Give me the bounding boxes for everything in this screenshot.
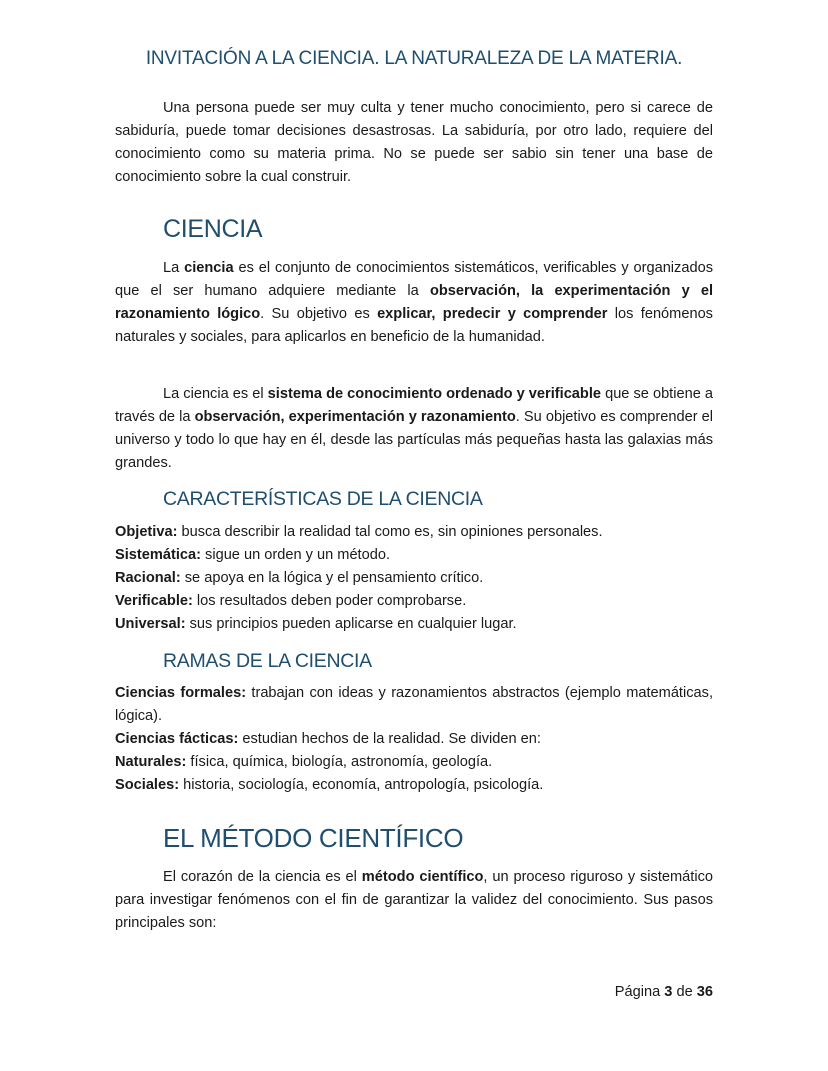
list-item: Sociales: historia, sociología, economía, antropología, psicología.	[115, 777, 544, 793]
list-item: Ciencias fácticas: estudian hechos de la realidad. Se dividen en:	[115, 731, 541, 747]
list-item: Verificable: los resultados deben poder comprobarse.	[115, 593, 467, 609]
list-item: Racional: se apoya en la lógica y el pensamiento crítico.	[115, 570, 484, 586]
heading-caracteristicas: CARACTERÍSTICAS DE LA CIENCIA	[163, 488, 483, 510]
heading-ramas: RAMAS DE LA CIENCIA	[163, 650, 372, 672]
ciencia-paragraph-2: La ciencia es el sistema de conocimiento ordenado y verificable que se obtiene a través de la observación, experimentación y razonamiento. Su objetivo es comprender el universo y todo lo que hay en él, desde las partículas más pequeñas hasta las galaxias más grandes.	[115, 386, 714, 471]
page-number: Página 3 de 36	[614, 984, 713, 1000]
list-item: Universal: sus principios pueden aplicarse en cualquier lugar.	[115, 616, 517, 632]
metodo-paragraph: El corazón de la ciencia es el método científico, un proceso riguroso y sistemático para investigar fenómenos con el fin de garantizar la validez del conocimiento. Sus pasos principales son:	[115, 869, 713, 931]
list-item: Ciencias formales: trabajan con ideas y razonamientos abstractos (ejemplo matemáticas, lógica).	[115, 685, 713, 724]
heading-metodo: EL MÉTODO CIENTÍFICO	[163, 823, 464, 853]
list-item: Naturales: física, química, biología, astronomía, geología.	[115, 754, 493, 770]
ramas-list	[115, 682, 713, 797]
heading-ciencia: CIENCIA	[163, 215, 263, 243]
caracteristicas-list	[115, 521, 713, 636]
list-item: Sistemática: sigue un orden y un método.	[115, 547, 391, 563]
intro-paragraph: Una persona puede ser muy culta y tener mucho conocimiento, pero si carece de sabiduría, puede tomar decisiones desastrosas. La sabiduría, por otro lado, requiere del conocimiento como su materia prima. No se puede ser sabio sin tener una base de conocimiento sobre la cual construir.	[115, 100, 713, 185]
list-item: Objetiva: busca describir la realidad tal como es, sin opiniones personales.	[115, 524, 603, 540]
document-title: INVITACIÓN A LA CIENCIA. LA NATURALEZA DE LA MATERIA.	[145, 48, 683, 69]
ciencia-paragraph-1: La ciencia es el conjunto de conocimientos sistemáticos, verificables y organizados que el ser humano adquiere mediante la observación, la experimentación y el razonamiento lógico. Su objetivo es explicar, predecir y comprender los fenómenos naturales y sociales, para aplicarlos en beneficio de la humanidad.	[115, 260, 714, 345]
